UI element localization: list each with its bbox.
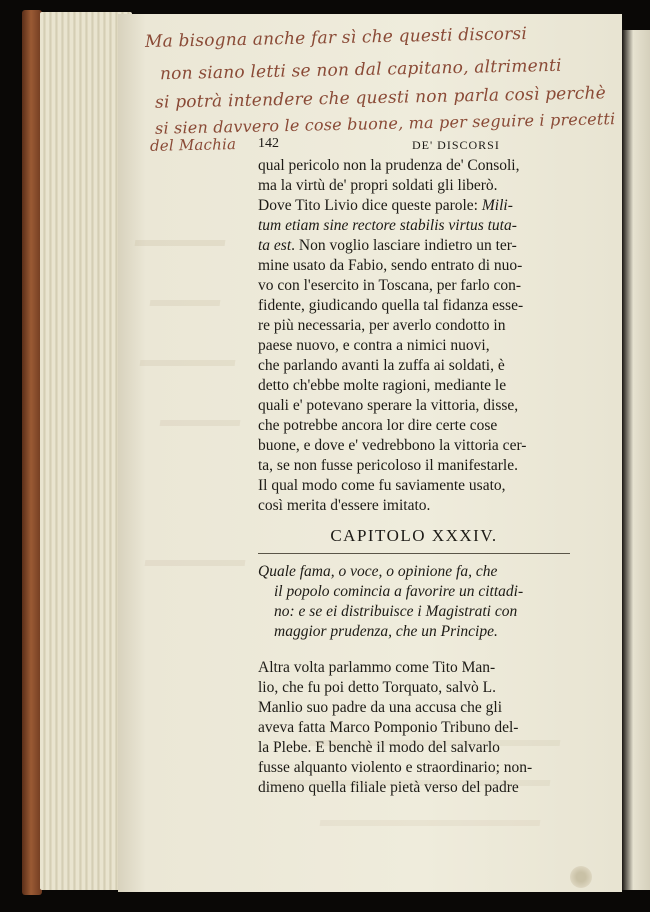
- text-line: aveva fatta Marco Pomponio Tribuno del-: [258, 719, 519, 736]
- bleed-through: [150, 300, 221, 306]
- text-line: lio, che fu poi detto Torquato, salvò L.: [258, 679, 496, 696]
- chapter-title: CAPITOLO XXXIV.: [330, 526, 498, 545]
- bleed-through: [140, 360, 236, 366]
- facing-page-edge: [622, 30, 650, 890]
- text-line: che potrebbe ancora lor dire certe cose: [258, 417, 498, 434]
- text-line: qual pericolo non la prudenza de' Consoli,: [258, 157, 520, 174]
- text-line: buone, e dove e' vedrebbono la vittoria cer-: [258, 437, 527, 454]
- text-line: re più necessaria, per averlo condotto in: [258, 317, 506, 334]
- text-line: ta est. Non voglio lasciare indietro un ter-: [258, 237, 517, 254]
- text-line: che parlando avanti la zuffa ai soldati, è: [258, 357, 505, 374]
- annotation-line: del Machia: [149, 135, 237, 155]
- bleed-through: [320, 820, 541, 826]
- text-line: detto ch'ebbe molte ragioni, mediante le: [258, 377, 507, 394]
- text-line: tum etiam sine rectore stabilis virtus tuta-: [258, 217, 517, 234]
- running-title: DE' DISCORSI: [412, 138, 500, 152]
- bleed-through: [160, 420, 241, 426]
- text-line: paese nuovo, e contra a nimici nuovi,: [258, 337, 490, 354]
- summary-line: maggior prudenza, che un Principe.: [274, 623, 498, 640]
- annotation-line: non siano letti se non dal capitano, altrimenti: [159, 55, 562, 85]
- page-number: 142: [258, 136, 279, 151]
- text-line: la Plebe. E benchè il modo del salvarlo: [258, 739, 500, 756]
- text-line: dimeno quella filiale pietà verso del padre: [258, 779, 519, 796]
- book-spine: [22, 10, 42, 895]
- summary-line: Quale fama, o voce, o opinione fa, che: [258, 563, 498, 580]
- text-line: Altra volta parlammo come Tito Man-: [258, 659, 496, 676]
- text-line: ta, se non fusse pericoloso il manifestarle.: [258, 457, 518, 474]
- chapter-rule: [258, 553, 570, 554]
- paper-stain: [570, 866, 592, 888]
- text-line: così merita d'essere imitato.: [258, 497, 431, 514]
- text-line: Manlio suo padre da una accusa che gli: [258, 699, 503, 716]
- text-line: quali e' potevano sperare la vittoria, disse,: [258, 397, 519, 414]
- text-line: vo con l'esercito in Toscana, per farlo con-: [258, 277, 522, 294]
- summary-line: il popolo comincia a favorire un cittadi-: [274, 583, 524, 600]
- text-line: Il qual modo come fu saviamente usato,: [258, 477, 506, 494]
- summary-line: no: e se ei distribuisce i Magistrati con: [274, 603, 518, 620]
- bleed-through: [135, 240, 226, 246]
- text-line: fidente, giudicando quella tal fidanza esse-: [258, 297, 524, 314]
- annotation-line: Ma bisogna anche far sì che questi discorsi: [144, 24, 528, 52]
- text-line: mine usato da Fabio, sendo entrato di nuo-: [258, 257, 523, 274]
- annotation-line: si potrà intendere che questi non parla così perchè: [154, 83, 607, 113]
- bleed-through: [145, 560, 246, 566]
- text-line: Dove Tito Livio dice queste parole: Mili-: [258, 197, 513, 214]
- text-line: fusse alquanto violento e straordinario; non-: [258, 759, 533, 776]
- annotation-line: si sien davvero le cose buone, ma per seguire i precetti: [154, 109, 616, 138]
- text-line: ma la virtù de' propri soldati gli liberò.: [258, 177, 498, 194]
